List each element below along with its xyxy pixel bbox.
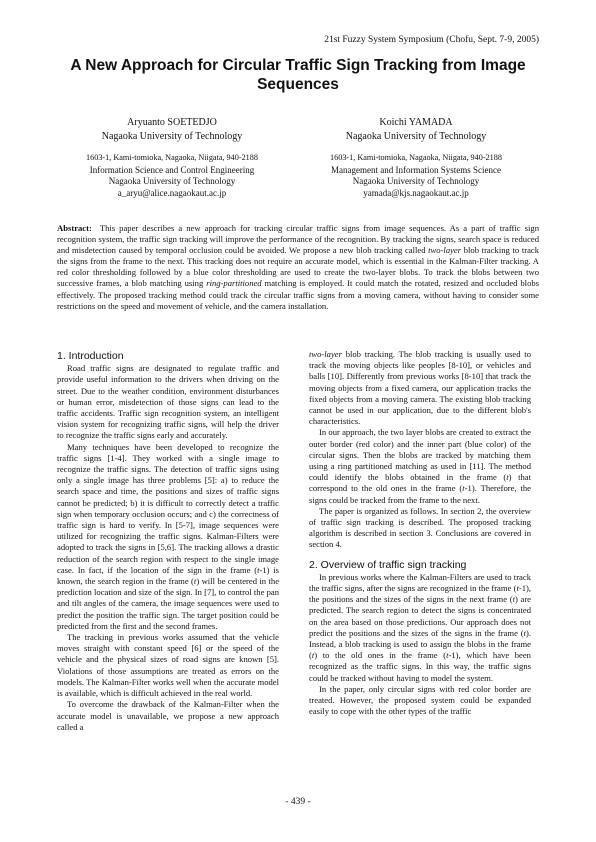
paragraph: Many techniques have been developed to recognize the traffic signs [1-4]. They worked with a single image to recognize the traffic signs. The detection of traffic signs using only a single image has three problems [5]: a) to reduce the search space and time, the positions and sizes of traffic signs cannot be predicted; b) it is difficult to correctly detect a traffic sign when temporary occlusion occurs; and c) the correctness of traffic sign is hard to verify. In [5-7], image sequences were utilized for recognizing the traffic signs. Kalman-Filters were adopted to track the signs in [5,6]. The tracking allows a drastic reduction of the search region with respect to the single image case. In fact, if the location of the sign in the frame (t-1) is known, the search region in the frame (t) will be centered in the prediction location and size of the sign. In [7], to control the pan and tilt angles of the camera, the image sequences were used to predict the position the traffic sign. The target position could be predicted from the first and the second frames. xyxy=(57,441,280,631)
page-number: - 439 - xyxy=(285,797,311,807)
author-university: Nagaoka University of Technology xyxy=(352,176,480,186)
author-affiliation: Nagaoka University of Technology xyxy=(101,130,243,142)
abstract-emphasis: ring-partitioned xyxy=(206,278,262,289)
paragraph: In our approach, the two layer blobs are created to extract the outer border (red color) and the inner part (blue color) of the circular signs. Then the blobs are tracked by matching them using a ring partitioned matching as used in [11]. The method could identify the blobs obtained in the frame (t) that correspond to the old ones in the frame (t-1). Therefore, the signs could be tracked from the frame to the next. xyxy=(309,427,531,505)
paragraph: Road traffic signs are designated to regulate traffic and provide useful information to the drivers when driving on the street. Due to the weather condition, environment disturbances or human error, misdetection of those signs can lead to the traffic accidents. Traffic sign recognition system, an intelligent vision system for recognizing traffic signs, will help the driver to recognize the traffic signs early and accurately. xyxy=(57,363,279,441)
author-affiliation: Nagaoka University of Technology xyxy=(345,130,487,142)
abstract-text: matching is employed. It could match the rotated, resized and occluded blobs effectively. The proposed tracking method could track the circular traffic signs from a moving camera, without having to consider some restrictions on the speed and movement of vehicle, and the camera installation. xyxy=(57,278,540,311)
author-block-1 xyxy=(57,116,287,199)
abstract-text: This paper describes a new approach for tracking circular traffic signs from image sequences. As a part of traffic sign recognition system, the traffic sign tracking will improve the performance of the recognition. By tracking the signs, search space is reduced and misdetection caused by temporal occlusion could be avoided. We propose a new blob tracking called xyxy=(57,223,539,256)
abstract-text: blob tracking to track the signs from the frame to the next. This tracking does not require an accurate model, which is essential in the Kalman-Filter tracking. A red color thresholding followed by a blue color thresholding are used to create the two-layer blobs. To track the blobs between two successive frames, a blob matching using xyxy=(57,245,540,289)
paragraph-start: To overcome the drawback of the Kalman-Filter when the accurate model is unavailable, we propose a new approach called a xyxy=(57,699,279,732)
paragraph: The tracking in previous works assumed that the vehicle moves straight with constant speed [6] or the speed of the vehicle and the physical sizes of road signs are known [5]. Violations of those assumptions are treated as errors on the models. The Kalman-Filter works well when the accurate model is available, which is difficult achieved in the real world. xyxy=(57,632,279,699)
section-heading-overview: 2. Overview of traffic sign tracking xyxy=(309,558,467,571)
paragraph: In previous works where the Kalman-Filters are used to track the traffic signs, after the signs are recognized in the frame (t-1), the positions and the sizes of the signs in the next frame (t) are predicted. The search region to detect the signs is concentrated on the area based on those predictions. Our approach does not predict the positions and the sizes of the signs in the frame (t). Instead, a blob tracking is used to assign the blobs in the frame (t) to the old ones in the frame (t-1), which have been recognized as the traffic signs. In this way, the traffic signs could be tracked without having to model the system. xyxy=(309,571,531,683)
author-name: Aryuanto SOETEDJO xyxy=(127,117,217,128)
abstract-label: Abstract: xyxy=(57,223,92,233)
author-email[interactable]: yamada@kjs.nagaokaut.ac.jp xyxy=(363,187,469,198)
author-university: Nagaoka University of Technology xyxy=(108,176,236,186)
abstract xyxy=(57,223,539,312)
author-block-2 xyxy=(301,116,531,199)
author-department: Management and Information Systems Science xyxy=(331,164,501,175)
title-line-1: A New Approach for Circular Traffic Sign Tracking from Image xyxy=(70,57,526,74)
running-header: 21st Fuzzy System Symposium (Chofu, Sept. 7-9, 2005) xyxy=(324,35,539,45)
paragraph-continued: two-layer blob tracking. The blob tracking is usually used to track the moving objects like peoples [8-10], or vehicles and balls [10]. Differently from previous works [8-10] that track the moving objects from a fixed camera, our application tracks the fixed objects from a moving camera. The existing blob tracking cannot be used in our application, due to the different blob's characteristics. xyxy=(309,349,531,427)
section-heading-introduction: 1. Introduction xyxy=(57,350,124,362)
paragraph: In the paper, only circular signs with red color border are treated. However, the proposed system could be expanded easily to cope with the other types of the traffic xyxy=(309,683,531,717)
author-address: 1603-1, Kami-tomioka, Nagaoka, Niigata, 940-2188 xyxy=(86,153,258,162)
author-department: Information Science and Control Engineering xyxy=(89,164,255,175)
abstract-emphasis: two-layer xyxy=(428,245,462,256)
right-column xyxy=(309,349,531,718)
paper-title xyxy=(60,56,536,94)
author-email[interactable]: a_aryu@alice.nagaokaut.ac.jp xyxy=(117,187,227,198)
author-address: 1603-1, Kami-tomioka, Nagaoka, Niigata, 940-2188 xyxy=(330,153,502,162)
title-line-2: Sequences xyxy=(257,76,339,93)
paragraph: The paper is organized as follows. In section 2, the overview of traffic sign tracking is described. The proposed tracking algorithm is described in section 3. Conclusions are covered in section 4. xyxy=(309,505,531,550)
author-name: Koichi YAMADA xyxy=(379,117,453,128)
left-column xyxy=(57,349,279,733)
